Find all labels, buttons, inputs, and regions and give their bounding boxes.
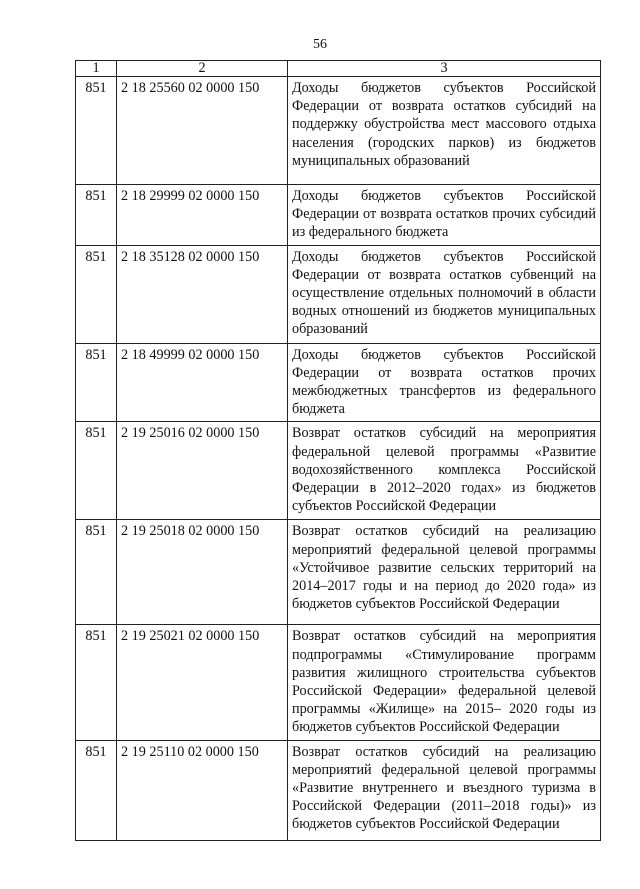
table-row xyxy=(76,625,601,740)
table-row xyxy=(76,185,601,246)
description-cell: Доходы бюджетов субъектов Российской Федерации от возврата остатков прочих межбюджетных трансфертов из федерального бюджета xyxy=(288,343,601,422)
admin-code-cell: 851 xyxy=(76,77,117,185)
table-row xyxy=(76,740,601,840)
header-col-2: 2 xyxy=(117,61,288,77)
admin-code-cell: 851 xyxy=(76,740,117,840)
admin-code-cell: 851 xyxy=(76,245,117,343)
description-cell: Возврат остатков субсидий на мероприятия федеральной целевой программы «Развитие водохозяйственного комплекса Российской Федерации в 2012–2020 годах» из бюджетов субъектов Российской Федерации xyxy=(288,422,601,520)
header-col-1: 1 xyxy=(76,61,117,77)
budget-code-cell: 2 18 29999 02 0000 150 xyxy=(117,185,288,246)
admin-code-cell: 851 xyxy=(76,343,117,422)
budget-code-cell: 2 18 35128 02 0000 150 xyxy=(117,245,288,343)
page-number: 56 xyxy=(313,37,327,52)
description-cell: Доходы бюджетов субъектов Российской Федерации от возврата остатков прочих субсидий из федерального бюджета xyxy=(288,185,601,246)
admin-code-cell: 851 xyxy=(76,185,117,246)
budget-code-cell: 2 18 49999 02 0000 150 xyxy=(117,343,288,422)
description-cell: Возврат остатков субсидий на реализацию мероприятий федеральной целевой программы «Развитие внутреннего и въездного туризма в Российской Федерации (2011–2018 годы)» из бюджетов субъектов Российской Федерации xyxy=(288,740,601,840)
admin-code-cell: 851 xyxy=(76,625,117,740)
budget-code-cell: 2 19 25018 02 0000 150 xyxy=(117,520,288,625)
table-header-row xyxy=(76,61,601,77)
admin-code-cell: 851 xyxy=(76,520,117,625)
table-row xyxy=(76,77,601,185)
budget-codes-table xyxy=(75,60,601,841)
table-row xyxy=(76,520,601,625)
header-col-3: 3 xyxy=(288,61,601,77)
budget-code-cell: 2 19 25021 02 0000 150 xyxy=(117,625,288,740)
description-cell: Доходы бюджетов субъектов Российской Федерации от возврата остатков субвенций на осуществление отдельных полномочий в области водных отношений из бюджетов муниципальных образований xyxy=(288,245,601,343)
table-row xyxy=(76,245,601,343)
table-row xyxy=(76,343,601,422)
budget-code-cell: 2 19 25016 02 0000 150 xyxy=(117,422,288,520)
budget-code-cell: 2 19 25110 02 0000 150 xyxy=(117,740,288,840)
description-cell: Возврат остатков субсидий на мероприятия подпрограммы «Стимулирование программ развития жилищного строительства субъектов Российской Федерации» федеральной целевой программы «Жилище» на 2015– 2020 годы из бюджетов субъектов Российской Федерации xyxy=(288,625,601,740)
budget-code-cell: 2 18 25560 02 0000 150 xyxy=(117,77,288,185)
table-row xyxy=(76,422,601,520)
admin-code-cell: 851 xyxy=(76,422,117,520)
description-cell: Возврат остатков субсидий на реализацию мероприятий федеральной целевой программы «Устойчивое развитие сельских территорий на 2014–2017 годы и на период до 2020 года» из бюджетов субъектов Российской Федерации xyxy=(288,520,601,625)
description-cell: Доходы бюджетов субъектов Российской Федерации от возврата остатков субсидий на поддержку обустройства мест массового отдыха населения (городских парков) из бюджетов муниципальных образований xyxy=(288,77,601,185)
